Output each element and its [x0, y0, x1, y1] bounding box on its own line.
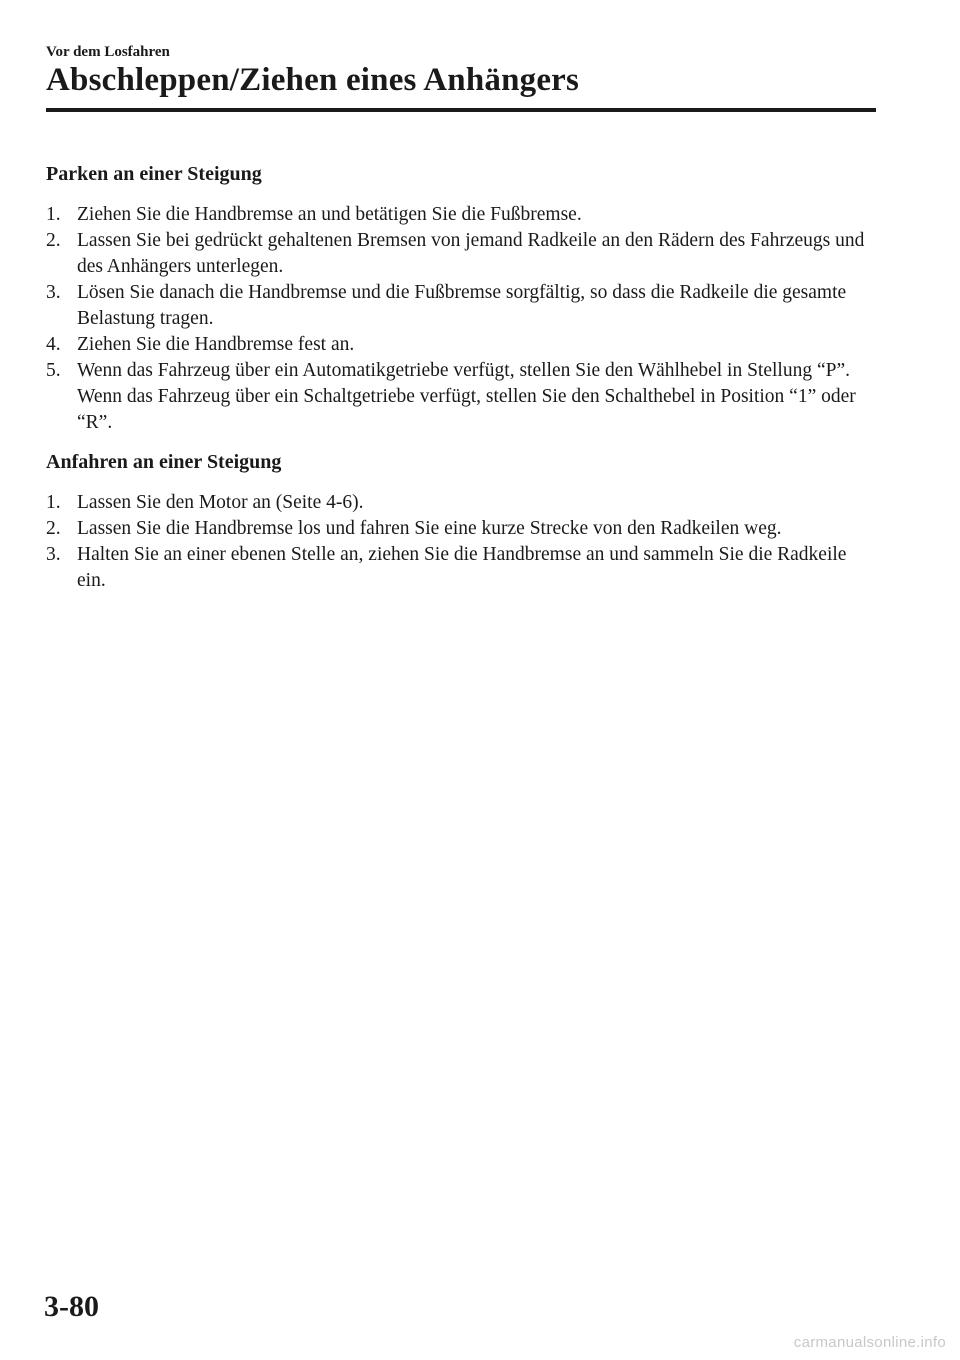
step-text: Ziehen Sie die Handbremse fest an.: [77, 334, 355, 355]
step-number: 3.: [46, 544, 61, 565]
content-area: [46, 160, 876, 606]
list-item: [46, 332, 876, 358]
list-item: [46, 228, 876, 280]
step-number: 4.: [46, 334, 61, 355]
step-number: 1.: [46, 204, 61, 225]
step-text: Ziehen Sie die Handbremse an und betätigen Sie die Fußbremse.: [77, 204, 582, 225]
step-number: 5.: [46, 360, 61, 381]
page-number: 3-80: [44, 1290, 99, 1323]
section-heading-starting: Anfahren an einer Steigung: [46, 451, 282, 473]
step-text: Lassen Sie bei gedrückt gehaltenen Bremsen von jemand Radkeile an den Rädern des Fahrzeugs und des Anhängers unterlegen.: [77, 230, 865, 277]
steps-list-starting: [46, 490, 876, 594]
chapter-label: Vor dem Losfahren: [46, 44, 170, 60]
step-number: 3.: [46, 282, 61, 303]
step-number: 1.: [46, 492, 61, 513]
watermark-text: carmanualsonline.info: [793, 1334, 946, 1351]
page-title: Abschleppen/Ziehen eines Anhängers: [46, 62, 580, 98]
title-divider: [46, 108, 876, 112]
step-text: Halten Sie an einer ebenen Stelle an, ziehen Sie die Handbremse an und sammeln Sie die Radkeile ein.: [77, 544, 847, 591]
step-number: 2.: [46, 230, 61, 251]
step-text: Lassen Sie den Motor an (Seite 4-6).: [77, 492, 364, 513]
steps-list-parking: [46, 202, 876, 436]
list-item: [46, 542, 876, 594]
step-text: Lösen Sie danach die Handbremse und die Fußbremse sorgfältig, so dass die Radkeile die gesamte Belastung tragen.: [77, 282, 847, 329]
step-text: Wenn das Fahrzeug über ein Automatikgetriebe verfügt, stellen Sie den Wählhebel in Stellung “P”. Wenn das Fahrzeug über ein Schaltgetriebe verfügt, stellen Sie den Schalthebel in Position “1” oder “R”.: [77, 360, 856, 433]
list-item: [46, 490, 876, 516]
list-item: [46, 280, 876, 332]
step-number: 2.: [46, 518, 61, 539]
list-item: [46, 516, 876, 542]
list-item: [46, 202, 876, 228]
list-item: [46, 358, 876, 436]
section-heading-parking: Parken an einer Steigung: [46, 163, 262, 185]
step-text: Lassen Sie die Handbremse los und fahren Sie eine kurze Strecke von den Radkeilen weg.: [77, 518, 782, 539]
